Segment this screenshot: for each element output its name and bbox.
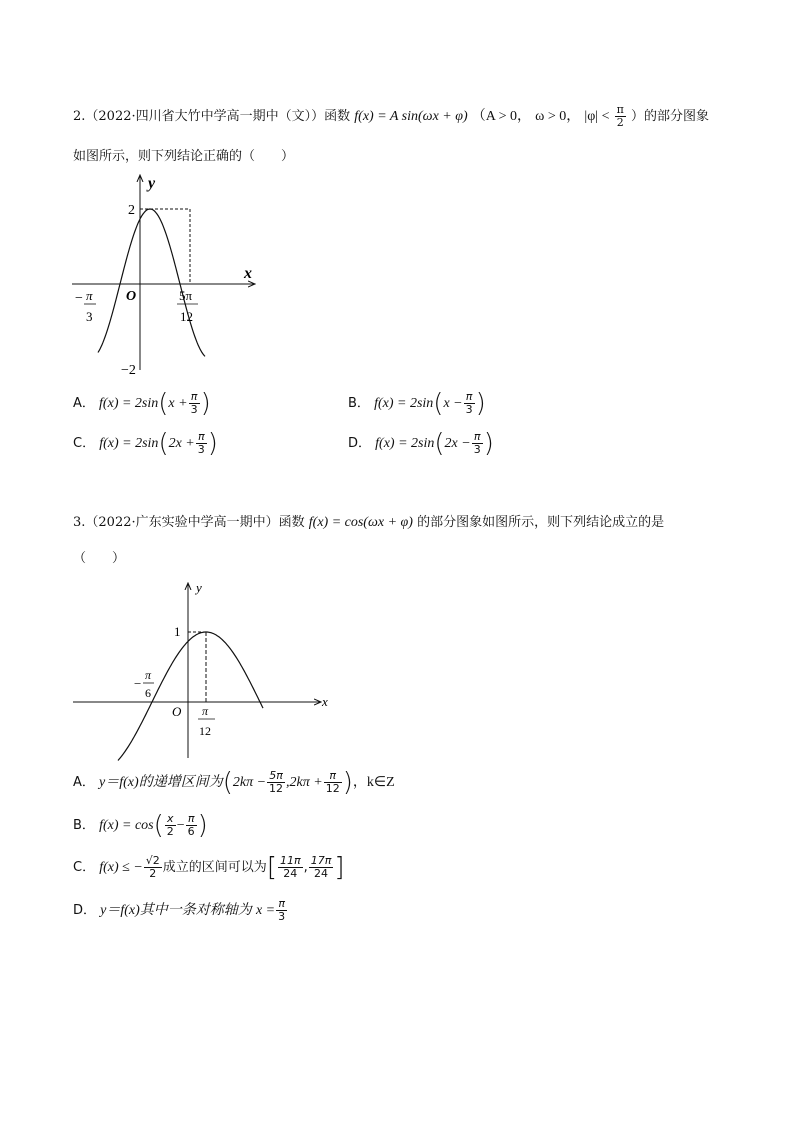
q2-right-tick-num: 5π (179, 288, 193, 303)
q2-cond-a: （A > 0， (471, 109, 532, 124)
q3-y-label: y (196, 580, 202, 595)
q3-stem-func: f(x) = cos(ωx + φ) (308, 515, 413, 530)
q3-option-a[interactable]: A． y＝f(x)的递增区间为(2kπ − $\frac{5\pi}{12}$ ,2kπ + $\frac{\pi}{12}$ )，k∈Z (73, 767, 395, 798)
q2-stem-func: f(x) = A sin(ωx + φ) (354, 109, 468, 124)
q3-left-tick-sign: − (134, 676, 142, 691)
q2-min-label: −2 (121, 363, 136, 378)
q2-curve (98, 209, 205, 356)
q2-left-tick-den: 3 (86, 309, 93, 324)
q3-stem-prefix: 3.（2022·广东实验中学高一期中）函数 (73, 515, 305, 530)
q3-curve (118, 632, 263, 761)
q3-right-tick-den: 12 (199, 724, 211, 738)
q3-max-label: 1 (174, 624, 181, 639)
q3-x-label: x (322, 694, 328, 709)
q3-left-tick-den: 6 (145, 686, 151, 700)
q2-option-b[interactable]: B． f(x) = 2sin(x − $\frac{\pi}{3}$ ) (348, 388, 486, 419)
q2-cond-w: ω > 0， (535, 109, 581, 124)
q3-graph (68, 578, 338, 763)
q2-option-d[interactable]: D． f(x) = 2sin(2x − $\frac{\pi}{3}$ ) (348, 428, 494, 459)
q2-stem-prefix: 2.（2022·四川省大竹中学高一期中（文））函数 (73, 109, 351, 124)
q3-option-b[interactable]: B． f(x) = cos( $\frac{x}{2}$ − $\frac{\pi}{6}$ ) (73, 810, 208, 841)
q3-option-d[interactable]: D． y＝f(x)其中一条对称轴为 x = $\frac{\pi}{3}$ (73, 897, 286, 923)
q2-cond-phi: |φ| < (584, 109, 610, 124)
q2-option-c[interactable]: C． f(x) = 2sin(2x + $\frac{\pi}{3}$ ) (73, 428, 218, 459)
q2-stem-line2: 如图所示，则下列结论正确的（ ） (73, 149, 295, 164)
q2-right-tick-den: 12 (180, 309, 193, 324)
q2-left-tick-num: π (86, 288, 93, 303)
q2-origin: O (126, 289, 137, 304)
q2-stem-suffix: ）的部分图象 (631, 109, 710, 124)
q2-option-a[interactable]: A． f(x) = 2sin(x + $\frac{\pi}{3}$ ) (73, 388, 211, 419)
q3-stem-suffix: 的部分图象如图所示，则下列结论成立的是 (417, 515, 665, 530)
q2-x-label: x (244, 265, 252, 282)
q2-cond-frac: $\frac{\pi}{2}$ (616, 103, 624, 129)
q3-origin: O (172, 704, 182, 719)
q2-max-label: 2 (128, 203, 135, 218)
q2-graph (68, 170, 268, 380)
q3-left-tick-num: π (145, 668, 152, 682)
q2-stem-line1 (73, 104, 709, 129)
q3-right-tick-num: π (202, 704, 209, 718)
q2-y-label: y (148, 175, 156, 192)
q3-option-c[interactable]: C． f(x) ≤ − $\frac{√2}{2}$ 成立的区间可以为[ $\frac{11\pi}{24}$ , $\frac{17\pi}{24}$ ] (73, 852, 345, 883)
q2-left-tick-sign: − (75, 291, 83, 306)
q3-stem-line2: （ ） (73, 551, 126, 566)
q3-stem-line1 (73, 511, 664, 531)
